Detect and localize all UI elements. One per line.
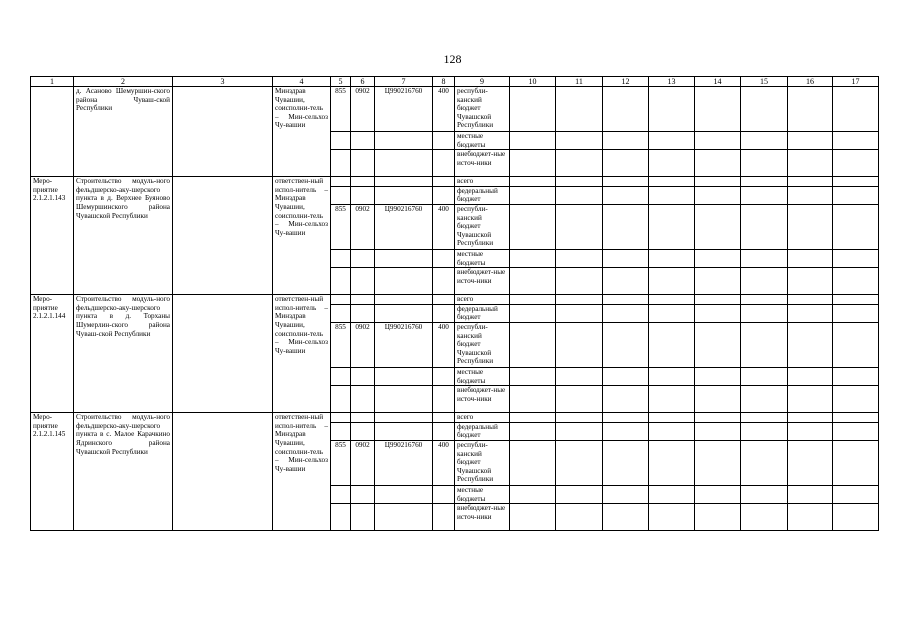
value-cell — [556, 422, 603, 440]
grbs-code: 855 — [331, 204, 351, 249]
funding-source: федеральный бюджет — [455, 186, 510, 204]
value-cell — [649, 186, 695, 204]
measure-label: Меро-приятие 2.1.2.1.145 — [31, 413, 74, 531]
value-cell — [556, 204, 603, 249]
value-cell — [695, 177, 741, 187]
value-cell — [556, 268, 603, 295]
value-cell — [510, 485, 556, 503]
value-cell — [695, 295, 741, 305]
value-cell — [788, 87, 833, 132]
header-cell: 17 — [833, 77, 879, 87]
code-cell — [375, 268, 433, 295]
header-cell: 3 — [173, 77, 273, 87]
value-cell — [603, 386, 649, 413]
value-cell — [649, 150, 695, 177]
value-cell — [695, 87, 741, 132]
header-cell: 2 — [74, 77, 173, 87]
value-cell — [649, 304, 695, 322]
value-cell — [741, 177, 788, 187]
header-cell: 11 — [556, 77, 603, 87]
table-row — [31, 87, 879, 132]
value-cell — [603, 304, 649, 322]
funding-source: внебюджет-ные источ-ники — [455, 268, 510, 295]
value-cell — [741, 413, 788, 423]
funding-source: местные бюджеты — [455, 485, 510, 503]
value-cell — [788, 204, 833, 249]
value-cell — [603, 204, 649, 249]
value-cell — [741, 204, 788, 249]
value-cell — [510, 504, 556, 531]
value-cell — [833, 295, 879, 305]
funding-source: всего — [455, 295, 510, 305]
value-cell — [603, 249, 649, 267]
value-cell — [510, 440, 556, 485]
value-cell — [833, 304, 879, 322]
value-cell — [603, 186, 649, 204]
value-cell — [510, 177, 556, 187]
measure-label — [31, 87, 74, 177]
value-cell — [788, 304, 833, 322]
value-cell — [510, 132, 556, 150]
header-cell: 4 — [273, 77, 331, 87]
value-cell — [695, 304, 741, 322]
code-cell — [433, 367, 455, 385]
value-cell — [833, 268, 879, 295]
header-cell: 6 — [351, 77, 375, 87]
header-cell: 13 — [649, 77, 695, 87]
header-cell: 7 — [375, 77, 433, 87]
funding-source: всего — [455, 177, 510, 187]
funding-source: внебюджет-ные источ-ники — [455, 150, 510, 177]
value-cell — [788, 295, 833, 305]
code-cell — [351, 132, 375, 150]
code-cell — [351, 186, 375, 204]
code-cell — [375, 304, 433, 322]
vr-code: 400 — [433, 440, 455, 485]
value-cell — [695, 440, 741, 485]
code-cell — [433, 422, 455, 440]
value-cell — [741, 440, 788, 485]
code-cell — [331, 249, 351, 267]
value-cell — [510, 204, 556, 249]
funding-source: республи-канский бюджет Чувашской Республики — [455, 440, 510, 485]
value-cell — [695, 422, 741, 440]
value-cell — [695, 322, 741, 367]
value-cell — [833, 422, 879, 440]
value-cell — [556, 322, 603, 367]
code-cell — [375, 504, 433, 531]
header-cell: 8 — [433, 77, 455, 87]
code-cell — [331, 177, 351, 187]
code-cell — [331, 268, 351, 295]
value-cell — [788, 186, 833, 204]
header-cell: 5 — [331, 77, 351, 87]
code-cell — [433, 386, 455, 413]
code-cell — [351, 504, 375, 531]
value-cell — [510, 268, 556, 295]
value-cell — [510, 367, 556, 385]
value-cell — [603, 422, 649, 440]
value-cell — [556, 504, 603, 531]
value-cell — [788, 413, 833, 423]
column-3-cell — [173, 177, 273, 295]
executor-cell: ответствен-ный испол-нитель – Минздрав Чувашии, соисполни-тель – Мин-сельхоз Чу-вашии — [273, 413, 331, 531]
code-cell — [433, 186, 455, 204]
value-cell — [510, 422, 556, 440]
value-cell — [556, 386, 603, 413]
column-3-cell — [173, 295, 273, 413]
code-cell — [433, 485, 455, 503]
value-cell — [695, 504, 741, 531]
code-cell — [331, 422, 351, 440]
code-cell — [331, 186, 351, 204]
code-cell — [351, 150, 375, 177]
value-cell — [833, 177, 879, 187]
grbs-code: 855 — [331, 322, 351, 367]
code-cell — [331, 150, 351, 177]
executor-cell: Минздрав Чувашии, соисполни-тель – Мин-сельхоз Чу-вашии — [273, 87, 331, 177]
value-cell — [695, 413, 741, 423]
value-cell — [649, 422, 695, 440]
code-cell — [375, 150, 433, 177]
code-cell — [433, 177, 455, 187]
value-cell — [603, 87, 649, 132]
value-cell — [510, 87, 556, 132]
value-cell — [603, 322, 649, 367]
code-cell — [351, 422, 375, 440]
code-cell — [375, 132, 433, 150]
vr-code: 400 — [433, 204, 455, 249]
value-cell — [788, 249, 833, 267]
value-cell — [833, 413, 879, 423]
measure-name: д. Асаново Шемуршин-ского района Чуваш-ской Республики — [74, 87, 173, 177]
value-cell — [833, 186, 879, 204]
value-cell — [603, 440, 649, 485]
value-cell — [833, 204, 879, 249]
executor-cell: ответствен-ный испол-нитель – Минздрав Чувашии, соисполни-тель – Мин-сельхоз Чу-вашии — [273, 177, 331, 295]
value-cell — [833, 367, 879, 385]
funding-source: местные бюджеты — [455, 367, 510, 385]
value-cell — [741, 150, 788, 177]
value-cell — [741, 322, 788, 367]
value-cell — [556, 367, 603, 385]
code-cell — [433, 304, 455, 322]
code-cell — [375, 422, 433, 440]
code-cell — [433, 504, 455, 531]
value-cell — [741, 186, 788, 204]
csr-code: Ц990216760 — [375, 204, 433, 249]
code-cell — [351, 249, 375, 267]
value-cell — [603, 177, 649, 187]
code-cell — [433, 150, 455, 177]
measure-name: Строительство модуль-ного фельдшерско-аку-шерского пункта в с. Малое Карачкино Ядринского района Чувашской Республики — [74, 413, 173, 531]
value-cell — [510, 386, 556, 413]
code-cell — [351, 367, 375, 385]
value-cell — [510, 304, 556, 322]
value-cell — [556, 304, 603, 322]
funding-source: внебюджет-ные источ-ники — [455, 386, 510, 413]
value-cell — [833, 504, 879, 531]
code-cell — [433, 249, 455, 267]
code-cell — [331, 485, 351, 503]
value-cell — [603, 413, 649, 423]
value-cell — [510, 150, 556, 177]
value-cell — [695, 249, 741, 267]
value-cell — [556, 150, 603, 177]
value-cell — [649, 268, 695, 295]
value-cell — [649, 204, 695, 249]
code-cell — [331, 304, 351, 322]
value-cell — [833, 322, 879, 367]
code-cell — [375, 177, 433, 187]
value-cell — [695, 186, 741, 204]
vr-code: 400 — [433, 322, 455, 367]
value-cell — [833, 440, 879, 485]
rzpr-code: 0902 — [351, 440, 375, 485]
value-cell — [649, 440, 695, 485]
value-cell — [788, 485, 833, 503]
value-cell — [695, 386, 741, 413]
value-cell — [556, 485, 603, 503]
value-cell — [833, 386, 879, 413]
value-cell — [649, 132, 695, 150]
code-cell — [331, 504, 351, 531]
grbs-code: 855 — [331, 87, 351, 132]
value-cell — [788, 322, 833, 367]
value-cell — [788, 150, 833, 177]
value-cell — [556, 87, 603, 132]
measure-name: Строительство модуль-ного фельдшерско-аку-шерского пункта в д. Верхнее Буяново Шемуршинского района Чувашской Республики — [74, 177, 173, 295]
grbs-code: 855 — [331, 440, 351, 485]
value-cell — [603, 132, 649, 150]
funding-source: местные бюджеты — [455, 132, 510, 150]
value-cell — [649, 322, 695, 367]
value-cell — [741, 367, 788, 385]
header-cell: 16 — [788, 77, 833, 87]
value-cell — [741, 304, 788, 322]
value-cell — [695, 132, 741, 150]
value-cell — [741, 386, 788, 413]
funding-source: внебюджет-ные источ-ники — [455, 504, 510, 531]
code-cell — [331, 295, 351, 305]
value-cell — [649, 386, 695, 413]
code-cell — [351, 304, 375, 322]
header-cell: 15 — [741, 77, 788, 87]
value-cell — [695, 150, 741, 177]
csr-code: Ц990216760 — [375, 322, 433, 367]
header-row — [31, 77, 879, 87]
value-cell — [741, 249, 788, 267]
code-cell — [375, 485, 433, 503]
value-cell — [603, 485, 649, 503]
value-cell — [788, 268, 833, 295]
header-cell: 14 — [695, 77, 741, 87]
code-cell — [331, 367, 351, 385]
value-cell — [649, 413, 695, 423]
value-cell — [649, 177, 695, 187]
value-cell — [556, 186, 603, 204]
header-cell: 1 — [31, 77, 74, 87]
value-cell — [510, 322, 556, 367]
table-row — [31, 295, 879, 305]
value-cell — [603, 268, 649, 295]
value-cell — [556, 413, 603, 423]
value-cell — [556, 295, 603, 305]
value-cell — [788, 386, 833, 413]
value-cell — [788, 132, 833, 150]
value-cell — [695, 367, 741, 385]
funding-source: федеральный бюджет — [455, 422, 510, 440]
header-cell: 9 — [455, 77, 510, 87]
value-cell — [695, 204, 741, 249]
page-number: 128 — [443, 52, 462, 66]
value-cell — [556, 249, 603, 267]
code-cell — [375, 295, 433, 305]
value-cell — [510, 249, 556, 267]
value-cell — [649, 87, 695, 132]
table-row — [31, 413, 879, 423]
value-cell — [788, 504, 833, 531]
funding-source: всего — [455, 413, 510, 423]
value-cell — [741, 268, 788, 295]
code-cell — [351, 177, 375, 187]
code-cell — [351, 386, 375, 413]
measure-name: Строительство модуль-ного фельдшерско-аку-шерского пункта в д. Торханы Шумерлин-ского района Чуваш-ской Республики — [74, 295, 173, 413]
code-cell — [433, 132, 455, 150]
value-cell — [741, 295, 788, 305]
code-cell — [375, 367, 433, 385]
value-cell — [833, 132, 879, 150]
value-cell — [649, 504, 695, 531]
table-row — [31, 177, 879, 187]
value-cell — [649, 295, 695, 305]
code-cell — [351, 295, 375, 305]
measure-label: Меро-приятие 2.1.2.1.144 — [31, 295, 74, 413]
value-cell — [833, 87, 879, 132]
csr-code: Ц990216760 — [375, 87, 433, 132]
value-cell — [788, 440, 833, 485]
measure-label: Меро-приятие 2.1.2.1.143 — [31, 177, 74, 295]
value-cell — [556, 177, 603, 187]
value-cell — [833, 249, 879, 267]
csr-code: Ц990216760 — [375, 440, 433, 485]
funding-source: местные бюджеты — [455, 249, 510, 267]
value-cell — [741, 422, 788, 440]
value-cell — [556, 132, 603, 150]
value-cell — [741, 485, 788, 503]
funding-source: республи-канский бюджет Чувашской Республики — [455, 204, 510, 249]
value-cell — [510, 295, 556, 305]
value-cell — [833, 150, 879, 177]
rzpr-code: 0902 — [351, 204, 375, 249]
value-cell — [788, 367, 833, 385]
code-cell — [375, 186, 433, 204]
value-cell — [741, 132, 788, 150]
code-cell — [331, 413, 351, 423]
rzpr-code: 0902 — [351, 322, 375, 367]
code-cell — [433, 413, 455, 423]
value-cell — [510, 186, 556, 204]
value-cell — [695, 268, 741, 295]
value-cell — [649, 485, 695, 503]
value-cell — [833, 485, 879, 503]
code-cell — [351, 268, 375, 295]
executor-cell: ответствен-ный испол-нитель – Минздрав Чувашии, соисполни-тель – Мин-сельхоз Чу-вашии — [273, 295, 331, 413]
code-cell — [351, 413, 375, 423]
funding-source: республи-канский бюджет Чувашской Республики — [455, 322, 510, 367]
value-cell — [741, 87, 788, 132]
code-cell — [331, 132, 351, 150]
code-cell — [375, 249, 433, 267]
code-cell — [375, 386, 433, 413]
code-cell — [331, 386, 351, 413]
value-cell — [603, 150, 649, 177]
value-cell — [510, 413, 556, 423]
rzpr-code: 0902 — [351, 87, 375, 132]
funding-source: федеральный бюджет — [455, 304, 510, 322]
column-3-cell — [173, 413, 273, 531]
vr-code: 400 — [433, 87, 455, 132]
funding-source: республи-канский бюджет Чувашской Республики — [455, 87, 510, 132]
code-cell — [351, 485, 375, 503]
value-cell — [695, 485, 741, 503]
value-cell — [603, 367, 649, 385]
value-cell — [649, 249, 695, 267]
value-cell — [788, 177, 833, 187]
value-cell — [603, 504, 649, 531]
column-3-cell — [173, 87, 273, 177]
value-cell — [788, 422, 833, 440]
value-cell — [603, 295, 649, 305]
budget-table — [30, 76, 879, 531]
value-cell — [556, 440, 603, 485]
value-cell — [741, 504, 788, 531]
header-cell: 10 — [510, 77, 556, 87]
code-cell — [433, 295, 455, 305]
code-cell — [375, 413, 433, 423]
code-cell — [433, 268, 455, 295]
header-cell: 12 — [603, 77, 649, 87]
value-cell — [649, 367, 695, 385]
